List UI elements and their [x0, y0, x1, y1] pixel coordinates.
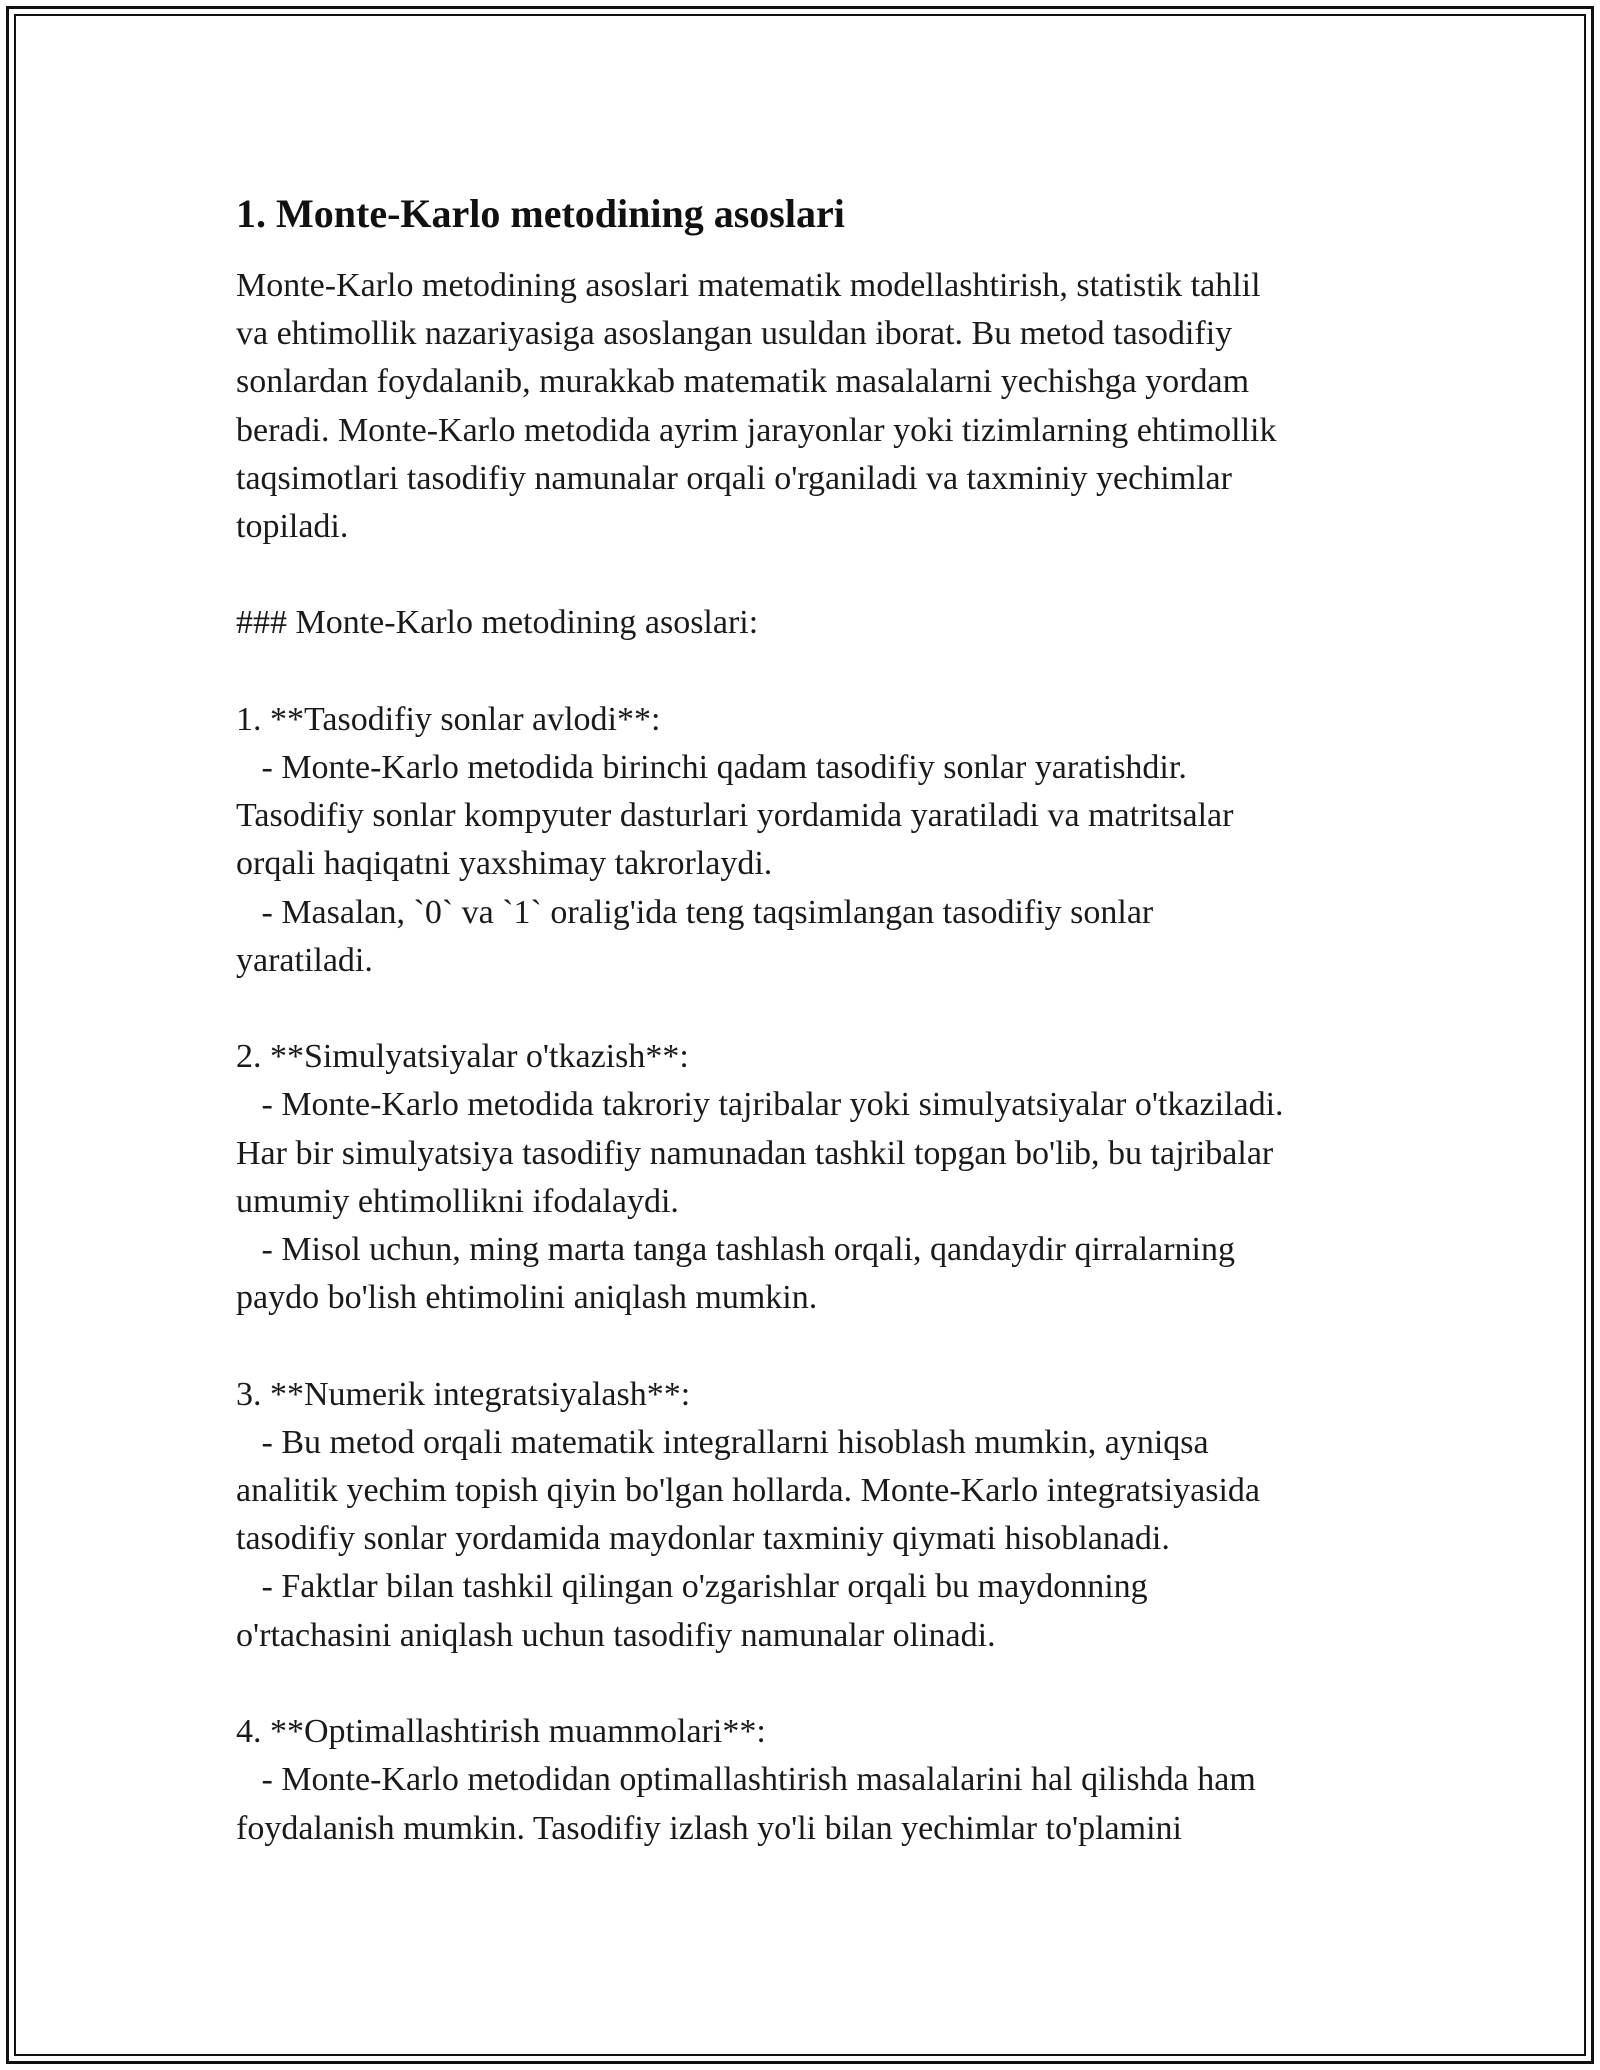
section-heading: 1. Monte-Karlo metodining asoslari: [236, 191, 845, 236]
document-content: [236, 186, 1386, 1853]
body-text: Monte-Karlo metodining asoslari matematik modellashtirish, statistik tahlil va ehtimollik nazariyasiga asoslangan usuldan iborat. Bu metod tasodifiy sonlardan foydalanib, murakkab matematik masalalarni yechishga yordam beradi. Monte-Karlo metodida ayrim jarayonlar yoki tizimlarning ehtimollik taqsimotlari tasodifiy namunalar orqali o'rganiladi va taxminiy yechimlar topiladi. ### Monte-Karlo metodining asoslari: 1. **Tasodifiy sonlar avlodi**: - Monte-Karlo metodida birinchi qadam tasodifiy sonlar yaratishdir. Tasodifiy sonlar kompyuter dasturlari yordamida yaratiladi va matritsalar orqali haqiqatni yaxshimay takrorlaydi. - Masalan, `0` va `1` oralig'ida teng taqsimlangan tasodifiy sonlar yaratiladi. 2. **Simulyatsiyalar o'tkazish**: - Monte-Karlo metodida takroriy tajribalar yoki simulyatsiyalar o'tkaziladi. Har bir simulyatsiya tasodifiy namunadan tashkil topgan bo'lib, bu tajribalar umumiy ehtimollikni ifodalaydi. - Misol uchun, ming marta tanga tashlash orqali, qandaydir qirralarning paydo bo'lish ehtimolini aniqlash mumkin. 3. **Numerik integratsiyalash**: - Bu metod orqali matematik integrallarni hisoblash mumkin, ayniqsa analitik yechim topish qiyin bo'lgan hollarda. Monte-Karlo integratsiyasida tasodifiy sonlar yordamida maydonlar taxminiy qiymati hisoblanadi. - Faktlar bilan tashkil qilingan o'zgarishlar orqali bu maydonning o'rtachasini aniqlash uchun tasodifiy namunalar olinadi. 4. **Optimallashtirish muammolari**: - Monte-Karlo metodidan optimallashtirish masalalarini hal qilishda ham foydalanish mumkin. Tasodifiy izlash yo'li bilan yechimlar to'plamini: [236, 267, 1284, 1847]
